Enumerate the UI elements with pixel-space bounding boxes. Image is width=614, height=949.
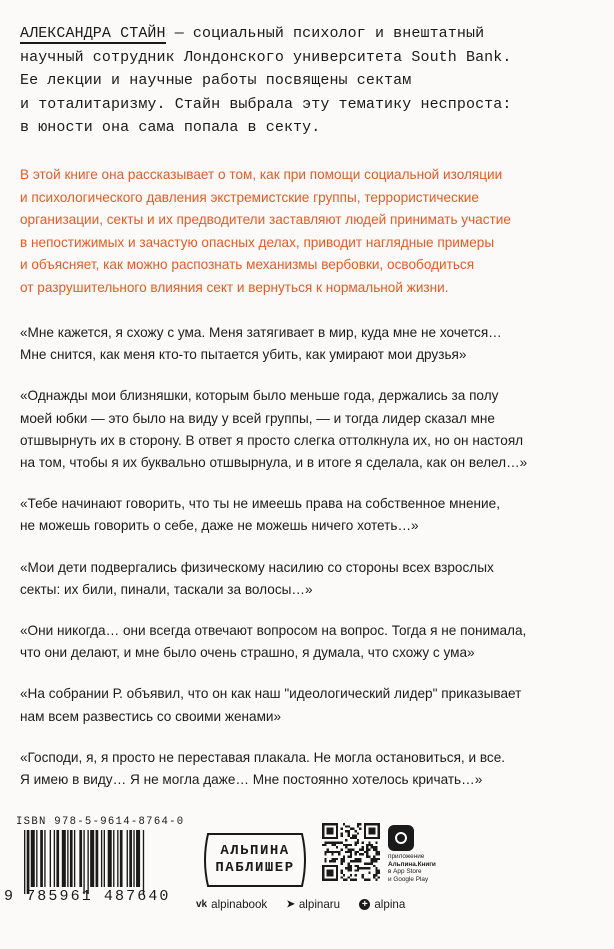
qr-cell (368, 867, 370, 869)
qr-cell (368, 844, 370, 846)
qr-cell (338, 853, 340, 855)
qr-cell (341, 832, 343, 834)
quote (20, 322, 600, 366)
qr-cell (361, 846, 363, 848)
description-line: от разрушительного влияния сект и вернуться к нормальной жизни. (20, 279, 449, 295)
qr-cell (361, 874, 363, 876)
barcode-digits: 9 785961 487640 (4, 888, 171, 905)
qr-cell (329, 851, 331, 853)
qr-cell (322, 844, 324, 846)
qr-cell (350, 844, 352, 846)
qr-cell (352, 828, 354, 830)
bio-line: научный сотрудник Лондонского университета South Bank. (20, 48, 512, 66)
qr-cell (324, 860, 326, 862)
qr-cell (357, 851, 359, 853)
qr-cell (350, 874, 352, 876)
qr-cell (322, 837, 338, 839)
qr-cell (366, 867, 368, 869)
qr-cell (354, 874, 356, 876)
qr-cell (348, 865, 350, 867)
quote-line: Я имею в виду… Я не могла даже… Мне постоянно хотелось кричать…» (20, 772, 483, 788)
qr-cell (357, 832, 359, 834)
qr-cell (343, 874, 345, 876)
qr-cell (336, 865, 338, 881)
qr-cell (338, 851, 340, 853)
barcode-bar (40, 830, 43, 887)
qr-cell (357, 842, 359, 844)
qr-cell (334, 844, 336, 846)
qr-cell (343, 858, 345, 860)
qr-cell (334, 858, 336, 860)
qr-cell (327, 851, 329, 853)
qr-cell (336, 846, 338, 848)
qr-cell (371, 862, 373, 864)
qr-cell (359, 828, 361, 830)
qr-cell (345, 825, 347, 827)
qr-cell (345, 851, 347, 853)
qr-cell (343, 823, 345, 825)
testimonial-quotes (20, 322, 600, 810)
qr-cell (354, 869, 356, 871)
social-link-telegram[interactable]: ➤ alpinaru (286, 898, 341, 911)
qr-cell (341, 828, 343, 830)
qr-cell (357, 860, 359, 862)
qr-cell (354, 842, 356, 844)
qr-cell (350, 860, 352, 862)
qr-cell (354, 830, 356, 832)
qr-cell (361, 842, 363, 844)
barcode-bar (113, 830, 114, 887)
qr-cell (345, 867, 347, 869)
quote (20, 557, 600, 601)
qr-cell (359, 860, 361, 862)
quote-line: моей юбки — это было на виду у всей группы, — и тогда лидер сказал мне (20, 410, 495, 426)
qr-cell (341, 842, 343, 844)
qr-cell (366, 855, 368, 857)
qr-cell (352, 860, 354, 862)
qr-cell (350, 851, 352, 853)
qr-cell (336, 842, 338, 844)
qr-cell (364, 862, 366, 864)
qr-cell (345, 839, 347, 841)
barcode-bar (24, 830, 25, 894)
qr-cell (331, 842, 333, 844)
quote (20, 385, 600, 474)
barcode-bar (50, 830, 51, 887)
author-bio (20, 22, 600, 140)
qr-cell (375, 879, 377, 881)
barcode-bar (143, 830, 144, 894)
barcode-bar (133, 830, 134, 887)
barcode-bar (108, 830, 112, 887)
qr-cell (343, 844, 345, 846)
quote-line: «Мне кажется, я схожу с ума. Меня затягивает в мир, куда мне не хочется… (20, 325, 502, 340)
qr-cell (366, 879, 368, 881)
qr-cell (334, 851, 336, 853)
qr-cell (352, 835, 354, 837)
qr-cell (378, 869, 380, 871)
description-line: В этой книге она рассказывает о том, как при помощи социальной изоляции (20, 167, 503, 182)
telegram-icon: ➤ (286, 899, 295, 910)
qr-cell (334, 842, 336, 844)
social-links (196, 897, 496, 911)
qr-cell (375, 842, 377, 844)
qr-cell (350, 867, 352, 869)
qr-cell (354, 858, 356, 860)
description-line: организации, секты и их предводители заставляют людей принимать участие (20, 212, 511, 228)
qr-cell (354, 837, 356, 839)
quote-line: Мне снится, как меня кто-то пытается убить, как умирают мои друзья» (20, 347, 467, 363)
barcode-bar (90, 830, 94, 887)
quote-line: «Они никогда… они всегда отвечают вопросом на вопрос. Тогда я не понимала, (20, 623, 527, 639)
quote (20, 620, 600, 664)
quote-line: отшвырнуть их в сторону. В ответ я просто слегка оттолкнула их, но он настоял (20, 432, 524, 448)
qr-cell (322, 823, 338, 825)
qr-cell (338, 842, 340, 844)
qr-cell (350, 869, 352, 871)
qr-cell (345, 844, 347, 846)
qr-cell (327, 869, 334, 876)
qr-cell (331, 851, 333, 853)
app-promo: приложение Альпина.Книги в App Store и Google Play (388, 853, 436, 883)
qr-cell (357, 858, 359, 860)
qr-cell (352, 879, 354, 881)
qr-cell (368, 828, 375, 835)
qr-cell (354, 860, 356, 862)
qr-cell (350, 879, 352, 881)
qr-cell (378, 853, 380, 855)
qr-cell (350, 849, 352, 851)
qr-cell (354, 853, 356, 855)
qr-cell (373, 874, 375, 876)
qr-cell (354, 844, 356, 846)
qr-cell (373, 855, 375, 857)
barcode-bar (27, 830, 30, 894)
qr-cell (327, 849, 329, 851)
qr-cell (373, 858, 375, 860)
app-icon (388, 825, 414, 851)
qr-cell (375, 858, 377, 860)
barcode-bar (44, 830, 45, 887)
qr-cell (348, 867, 350, 869)
qr-cell (378, 851, 380, 853)
barcode-bar (70, 830, 73, 887)
qr-cell (348, 851, 350, 853)
qr-cell (364, 867, 366, 869)
qr-cell (361, 853, 363, 855)
barcode-bar (62, 830, 66, 887)
qr-cell (371, 858, 373, 860)
social-link-alpina[interactable]: + alpina (359, 898, 405, 911)
barcode-bar (127, 830, 128, 887)
qr-cell (371, 860, 373, 862)
qr-cell (324, 851, 326, 853)
social-link-vk[interactable]: vk alpinabook (196, 898, 268, 911)
qr-cell (366, 844, 368, 846)
qr-cell (368, 842, 370, 844)
qr-cell (341, 876, 343, 878)
qr-cell (322, 865, 338, 867)
qr-cell (359, 849, 361, 851)
qr-cell (322, 823, 324, 839)
qr-cell (375, 867, 377, 869)
qr-cell (336, 851, 338, 853)
qr-cell (322, 879, 338, 881)
quote (20, 493, 600, 537)
qr-cell (322, 865, 324, 881)
bio-line: и тоталитаризму. Стайн выбрала эту тематику неспроста: (20, 95, 512, 113)
qr-cell (341, 869, 343, 871)
qr-cell (364, 837, 380, 839)
vk-icon: vk (196, 899, 208, 910)
qr-cell (364, 879, 366, 881)
qr-cell (378, 876, 380, 878)
qr-cell (378, 858, 380, 860)
qr-cell (375, 853, 377, 855)
barcode-bar (96, 830, 99, 887)
qr-cell (361, 867, 363, 869)
qr-cell (352, 837, 354, 839)
qr-cell (375, 846, 377, 848)
qr-cell (375, 869, 377, 871)
qr-cell (357, 825, 359, 827)
qr-cell (354, 865, 356, 867)
isbn-number: ISBN 978-5-9614-8764-0 (16, 816, 185, 828)
qr-cell (368, 872, 370, 874)
qr-cell (357, 867, 359, 869)
qr-cell (348, 832, 350, 834)
qr-cell (378, 872, 380, 874)
qr-cell (324, 853, 326, 855)
barcode-bar (120, 830, 123, 887)
quote (20, 683, 600, 727)
qr-cell (366, 862, 368, 864)
qr-cell (364, 851, 366, 853)
qr-cell (361, 849, 363, 851)
qr-cell (348, 825, 350, 827)
quote-line: «На собрании Р. объявил, что он как наш "идеологический лидер" приказывает (20, 686, 522, 702)
qr-cell (341, 849, 343, 851)
qr-cell (366, 849, 368, 851)
description-line: и объясняет, как можно распознать механизмы вербовки, освободиться (20, 257, 475, 273)
qr-cell (366, 851, 368, 853)
qr-cell (348, 862, 350, 864)
qr-cell (331, 860, 333, 862)
qr-cell (341, 862, 343, 864)
barcode-bar (31, 830, 35, 887)
qr-cell (350, 837, 352, 839)
quote-line: секты: их били, пинали, таскали за волосы…» (20, 581, 313, 597)
qr-cell (373, 876, 375, 878)
qr-cell (359, 858, 361, 860)
quote-line: «Господи, я, я просто не переставая плакала. Не могла остановиться, и все. (20, 749, 506, 765)
qr-cell (354, 851, 356, 853)
qr-cell (331, 858, 333, 860)
qr-cell (359, 867, 361, 869)
qr-cell (368, 862, 370, 864)
qr-cell (354, 879, 356, 881)
quote-line: «Мои дети подвергались физическому насилию со стороны всех взрослых (20, 559, 494, 575)
qr-cell (357, 865, 359, 867)
qr-cell (366, 846, 368, 848)
barcode-bar (117, 830, 118, 887)
qr-cell (354, 835, 356, 837)
book-description (20, 164, 600, 300)
qr-cell (345, 846, 347, 848)
quote-line: что они делают, и мне было очень страшно, я думала, что схожу с ума» (20, 645, 475, 661)
qr-cell (336, 823, 338, 839)
qr-cell (324, 842, 326, 844)
qr-cell (357, 839, 359, 841)
qr-cell (375, 849, 377, 851)
qr-cell (345, 879, 347, 881)
quote-line: на том, чтобы я их буквально отшвырнула, и в итоге я сделала, как он велел…» (20, 455, 528, 471)
barcode-bar (74, 830, 75, 887)
qr-cell (348, 830, 350, 832)
qr-cell (352, 849, 354, 851)
quote-line: не можешь говорить о себе, даже не можешь ничего хотеть…» (20, 518, 419, 534)
qr-cell (343, 855, 345, 857)
qr-cell (373, 865, 375, 867)
barcode-bar (67, 830, 68, 887)
description-line: и психологического давления экстремистские группы, террористические (20, 189, 479, 205)
qr-cell (368, 855, 370, 857)
qr-cell (348, 855, 350, 857)
qr-cell (359, 823, 361, 825)
bio-line: в юности она сама попала в секту. (20, 119, 321, 136)
qr-cell (331, 853, 333, 855)
qr-cell (357, 869, 359, 871)
qr-cell (357, 823, 359, 825)
barcode-bar (36, 830, 37, 887)
qr-cell (368, 849, 370, 851)
qr-cell (341, 858, 343, 860)
qr-cell (373, 849, 375, 851)
qr-cell (364, 823, 366, 839)
qr-cell (345, 830, 347, 832)
qr-cell (324, 858, 326, 860)
barcode-bar (56, 830, 59, 887)
qr-cell (334, 860, 336, 862)
qr-cell (348, 844, 350, 846)
qr-cell (350, 853, 352, 855)
quote-line: «Тебе начинают говорить, что ты не имеешь права на собственное мнение, (20, 496, 500, 512)
qr-cell (348, 835, 350, 837)
qr-cell (336, 858, 338, 860)
author-name: АЛЕКСАНДРА СТАЙН (20, 25, 166, 42)
qr-cell (348, 876, 350, 878)
qr-cell (350, 828, 352, 830)
qr-cell (364, 823, 380, 825)
qr-cell (331, 844, 333, 846)
plus-icon: + (359, 899, 370, 910)
qr-cell (375, 872, 377, 874)
qr-cell (329, 842, 331, 844)
barcode-bar (79, 830, 82, 887)
qr-cell (366, 853, 368, 855)
qr-cell (348, 869, 350, 871)
barcode-bar (101, 830, 102, 887)
quote (20, 747, 600, 791)
bio-first-line: АЛЕКСАНДРА СТАЙН — социальный психолог и внештатный (20, 25, 485, 42)
barcode-bar (104, 830, 105, 887)
qr-cell (375, 851, 377, 853)
publisher-name: АЛЬПИНА ПАБЛИШЕР (215, 843, 295, 876)
quote-line: «Однажды мои близняшки, которым было меньше года, держались за полу (20, 388, 499, 404)
barcode-bar (54, 830, 55, 887)
qr-cell (361, 876, 363, 878)
qr-cell (324, 844, 326, 846)
qr-cell (368, 879, 370, 881)
qr-cell (375, 874, 377, 876)
qr-cell (341, 872, 343, 874)
quote-line: нам всем развестись со своими женами» (20, 708, 282, 724)
qr-cell (375, 860, 377, 862)
barcode-bar (83, 830, 84, 894)
qr-cell (371, 846, 373, 848)
qr-cell (341, 860, 343, 862)
qr-cell (343, 879, 345, 881)
qr-cell (378, 823, 380, 839)
qr-cell (371, 844, 373, 846)
barcode-bar (87, 830, 88, 894)
qr-cell (329, 860, 331, 862)
description-line: в непостижимых и зачастую опасных делах, приводит наглядные примеры (20, 234, 495, 250)
barcode-bar (129, 830, 132, 887)
qr-cell (327, 842, 329, 844)
qr-cell (327, 828, 334, 835)
qr-cell (350, 855, 352, 857)
bio-line: Ее лекции и научные работы посвящены сектам (20, 72, 412, 89)
qr-cell (373, 860, 375, 862)
qr-cell (348, 849, 350, 851)
qr-cell (343, 860, 345, 862)
qr-code (322, 823, 380, 881)
barcode-bar (136, 830, 140, 887)
qr-cell (341, 835, 343, 837)
qr-cell (359, 853, 361, 855)
qr-cell (373, 846, 375, 848)
qr-cell (350, 865, 352, 867)
